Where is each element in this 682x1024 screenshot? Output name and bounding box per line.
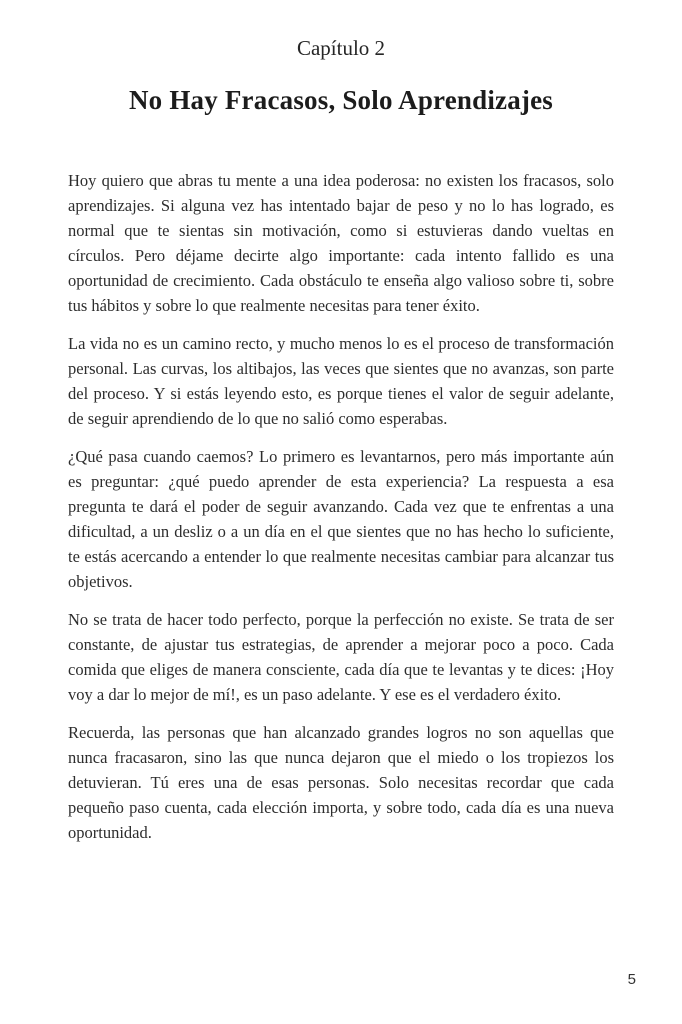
body-text [68,168,614,858]
body-paragraph: Hoy quiero que abras tu mente a una idea poderosa: no existen los fracasos, solo aprendizajes. Si alguna vez has intentado bajar de peso y no lo has logrado, es normal que te sientas sin motivación, como si estuvieras dando vueltas en círculos. Pero déjame decirte algo importante: cada intento fallido es una oportunidad de crecimiento. Cada obstáculo te enseña algo valioso sobre ti, sobre tus hábitos y sobre lo que realmente necesitas para tener éxito. [68,171,614,315]
body-paragraph: No se trata de hacer todo perfecto, porque la perfección no existe. Se trata de ser constante, de ajustar tus estrategias, de aprender a mejorar poco a poco. Cada comida que eliges de manera consciente, cada día que te levantas y te dices: ¡Hoy voy a dar lo mejor de mí!, es un paso adelante. Y ese es el verdadero éxito. [68,610,614,704]
chapter-title: No Hay Fracasos, Solo Aprendizajes [128,85,554,115]
body-paragraph: Recuerda, las personas que han alcanzado grandes logros no son aquellas que nunca fracasaron, sino las que nunca dejaron que el miedo o los tropiezos los detuvieran. Tú eres una de esas personas. Solo necesitas recordar que cada pequeño paso cuenta, cada elección importa, y sobre todo, cada día es una nueva oportunidad. [68,723,614,842]
page-number: 5 [627,971,636,988]
chapter-label: Capítulo 2 [296,36,386,60]
body-paragraph: La vida no es un camino recto, y mucho menos lo es el proceso de transformación personal. Las curvas, los altibajos, las veces que sientes que no avanzas, son parte del proceso. Y si estás leyendo esto, es porque tienes el valor de seguir adelante, de seguir aprendiendo de lo que no salió como esperabas. [68,334,614,428]
body-paragraph: ¿Qué pasa cuando caemos? Lo primero es levantarnos, pero más importante aún es preguntar: ¿qué puedo aprender de esta experiencia? La respuesta a esa pregunta te dará el poder de seguir avanzando. Cada vez que te enfrentas a una dificultad, a un desliz o a un día en el que sientes que no has hecho lo suficiente, te estás acercando a entender lo que realmente necesitas cambiar para alcanzar tus objetivos. [68,447,614,591]
